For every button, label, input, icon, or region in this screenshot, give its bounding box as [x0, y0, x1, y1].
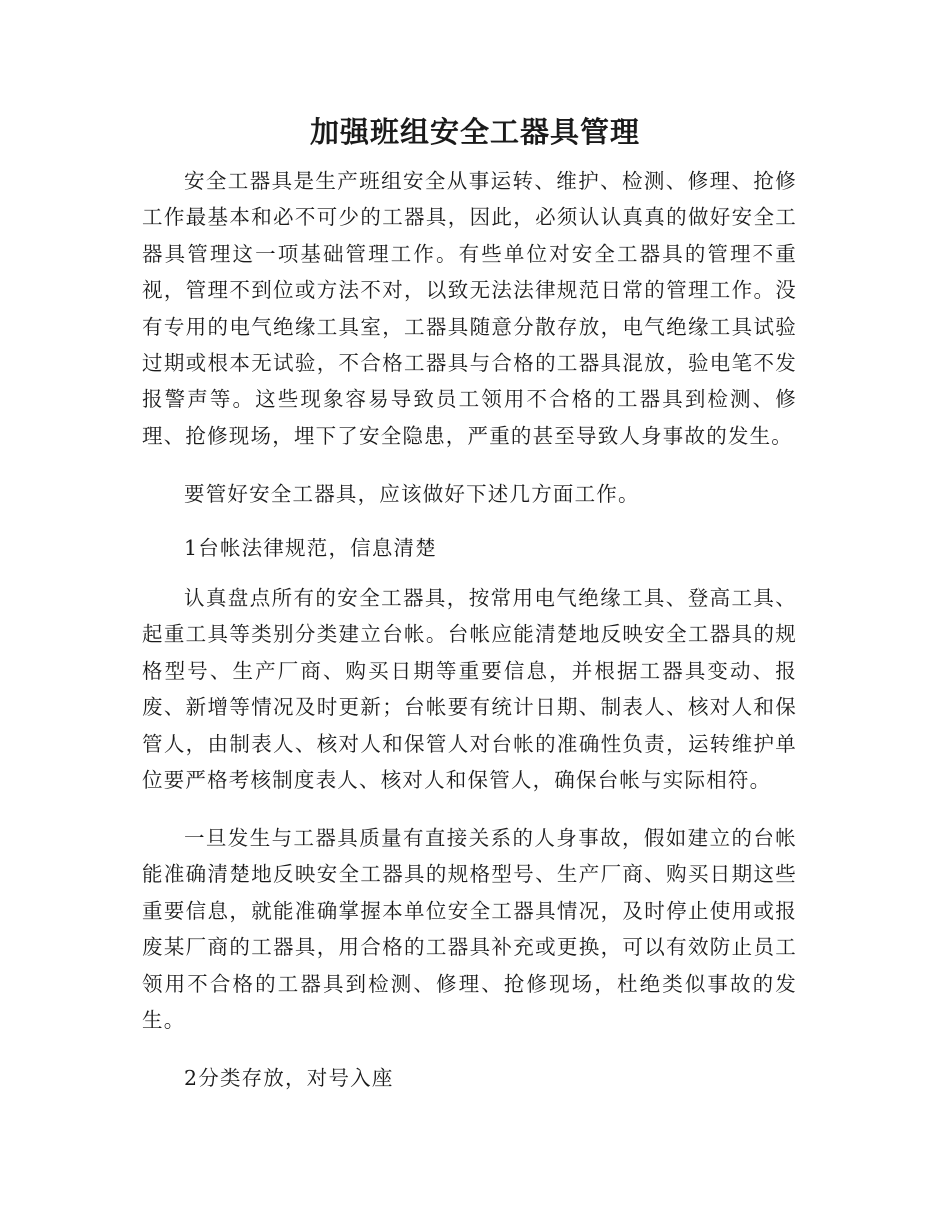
paragraph-transition: 要管好安全工器具，应该做好下述几方面工作。	[184, 482, 640, 506]
paragraph-accident: 一旦发生与工器具质量有直接关系的人身事故，假如建立的台帐能准确清楚地反映安全工器具的规格型号、生产厂商、购买日期这些重要信息，就能准确掌握本单位安全工器具情况，及时停止使用或报废某厂商的工器具，用合格的工器具补充或更换，可以有效防止员工领用不合格的工器具到检测、修理、抢修现场，杜绝类似事故的发生。	[142, 826, 797, 1033]
document-title: 加强班组安全工器具管理	[309, 115, 640, 149]
section-heading-2: 2分类存放，对号入座	[184, 1066, 394, 1090]
section-heading-1: 1台帐法律规范，信息清楚	[184, 536, 437, 560]
paragraph-intro: 安全工器具是生产班组安全从事运转、维护、检测、修理、抢修工作最基本和必不可少的工器具，因此，必须认认真真的做好安全工器具管理这一项基础管理工作。有些单位对安全工器具的管理不重视，管理不到位或方法不对，以致无法法律规范日常的管理工作。没有专用的电气绝缘工具室，工器具随意分散存放，电气绝缘工具试验过期或根本无试验，不合格工器具与合格的工器具混放，验电笔不发报警声等。这些现象容易导致员工领用不合格的工器具到检测、修理、抢修现场，埋下了安全隐患，严重的甚至导致人身事故的发生。	[142, 169, 797, 448]
paragraph-ledger: 认真盘点所有的安全工器具，按常用电气绝缘工具、登高工具、起重工具等类别分类建立台帐。台帐应能清楚地反映安全工器具的规格型号、生产厂商、购买日期等重要信息，并根据工器具变动、报废、新增等情况及时更新；台帐要有统计日期、制表人、核对人和保管人，由制表人、核对人和保管人对台帐的准确性负责，运转维护单位要严格考核制度表人、核对人和保管人，确保台帐与实际相符。	[142, 586, 797, 793]
